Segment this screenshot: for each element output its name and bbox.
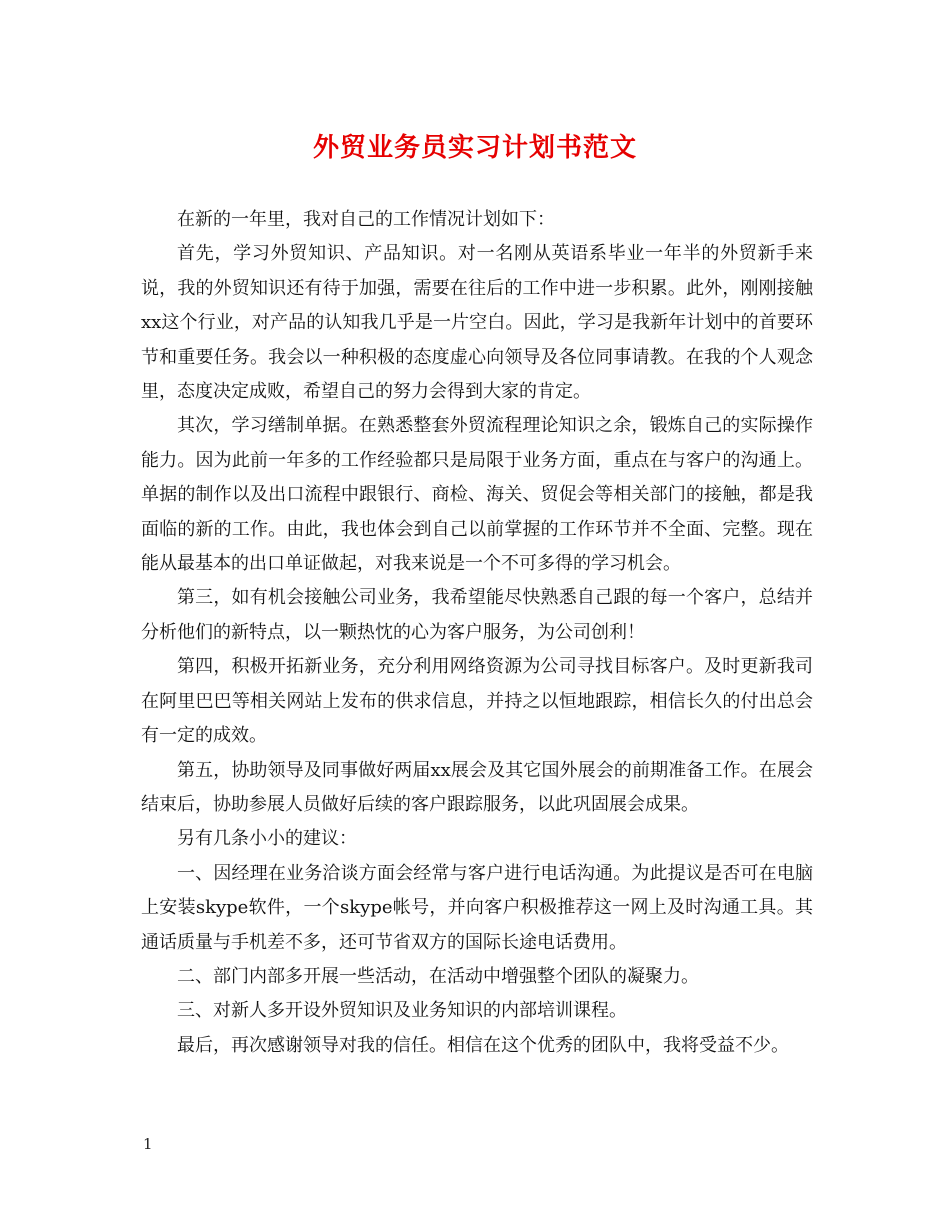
paragraph-fourth: 第四，积极开拓新业务，充分利用网络资源为公司寻找目标客户。及时更新我司在阿里巴巴等相关网站上发布的供求信息，并持之以恒地跟踪，相信长久的付出总会有一定的成效。: [141, 656, 813, 747]
paragraph-suggestion-three: 三、对新人多开设外贸知识及业务知识的内部培训课程。: [177, 1000, 627, 1022]
paragraph-suggestion-one: 一、因经理在业务洽谈方面会经常与客户进行电话沟通。为此提议是否可在电脑上安装skype软件，一个skype帐号，并向客户积极推荐这一网上及时沟通工具。其通话质量与手机差不多，还可节省双方的国际长途电话费用。: [141, 862, 813, 953]
paragraph-closing: 最后，再次感谢领导对我的信任。相信在这个优秀的团队中，我将受益不少。: [177, 1034, 789, 1056]
paragraph-third: 第三，如有机会接触公司业务，我希望能尽快熟悉自己跟的每一个客户，总结并分析他们的新特点，以一颗热忱的心为客户服务，为公司创利！: [141, 587, 813, 643]
paragraph-suggestion-two: 二、部门内部多开展一些活动，在活动中增强整个团队的凝聚力。: [177, 965, 699, 987]
paragraph-second: 其次，学习缮制单据。在熟悉整套外贸流程理论知识之余，锻炼自己的实际操作能力。因为此前一年多的工作经验都只是局限于业务方面，重点在与客户的沟通上。单据的制作以及出口流程中跟银行、商检、海关、贸促会等相关部门的接触，都是我面临的新的工作。由此，我也体会到自己以前掌握的工作环节并不全面、完整。现在能从最基本的出口单证做起，对我来说是一个不可多得的学习机会。: [141, 415, 813, 575]
paragraph-suggestions-heading: 另有几条小小的建议：: [177, 828, 357, 850]
paragraph-intro: 在新的一年里，我对自己的工作情况计划如下：: [177, 209, 555, 230]
paragraph-fifth: 第五，协助领导及同事做好两届xx展会及其它国外展会的前期准备工作。在展会结束后，协助参展人员做好后续的客户跟踪服务，以此巩固展会成果。: [141, 759, 813, 815]
document-title: 外贸业务员实习计划书范文: [312, 133, 637, 163]
page-number: 1: [143, 1135, 153, 1153]
paragraph-first: 首先，学习外贸知识、产品知识。对一名刚从英语系毕业一年半的外贸新手来说，我的外贸知识还有待于加强，需要在往后的工作中进一步积累。此外，刚刚接触xx这个行业，对产品的认知我几乎是一片空白。因此，学习是我新年计划中的首要环节和重要任务。我会以一种积极的态度虚心向领导及各位同事请教。在我的个人观念里，态度决定成败，希望自己的努力会得到大家的肯定。: [141, 243, 813, 403]
document-body: [141, 203, 813, 1063]
